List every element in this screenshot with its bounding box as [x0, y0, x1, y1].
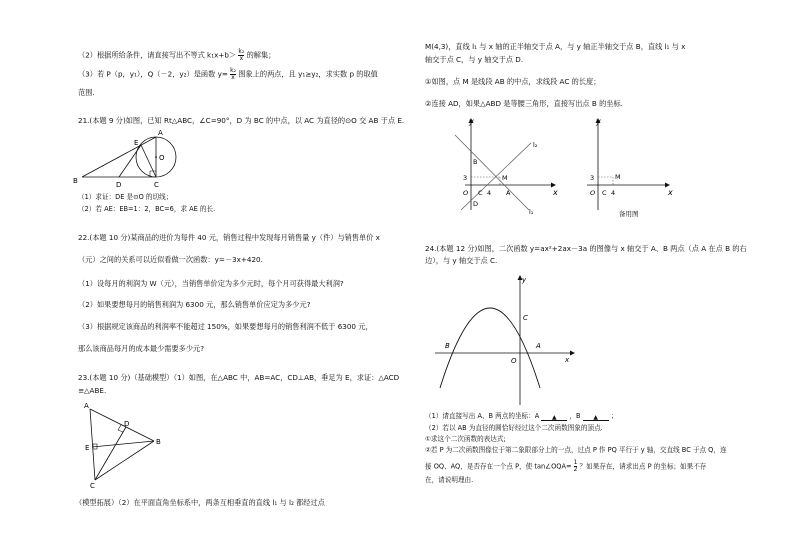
q22-part3: （3）根据规定该商品的利润率不能超过 150%，如果要想每月的销售利润不低于 6300 元，: [78, 322, 373, 331]
parabola-x-label: x: [565, 356, 570, 364]
q24-line2: 边），与 y 轴交于点 C.: [425, 256, 498, 265]
q21-part2: （2）若 AE：EB=1：2，BC=6，求 AE 的长.: [78, 205, 216, 213]
answer-blank-b[interactable]: ▲: [583, 413, 609, 421]
fig2-x-label: x: [668, 188, 673, 197]
fig2-tick-3: 3: [590, 174, 595, 182]
answer-blank-a[interactable]: ▲: [541, 413, 567, 421]
fig1-y-label: y: [469, 117, 474, 126]
q22-part3-line2: 那么该商品每月的成本最少需要多少元?: [78, 344, 205, 353]
label-e: E: [85, 444, 90, 452]
q22-line2: （元）之间的关系可以近似看做一次函数：y=－3x+420.: [78, 255, 263, 264]
q23-extension: （模型拓展）（2）在平面直角坐标系中，两条互相垂直的直线 l₁ 与 l₂ 都经过点: [75, 498, 325, 507]
q20-part3-line2: 范围.: [78, 88, 95, 97]
q23-figure: [82, 400, 172, 490]
segment-ab: [82, 137, 156, 177]
q22-heading: 22.(本题 10 分)某商品的进价为每件 40 元，销售过程中发现每月销售量 y（件）与销售单价 x: [78, 233, 380, 242]
fraction: $\frac{\text{k₂}}{x}$: [238, 48, 245, 62]
fig1-label-d: D: [473, 200, 479, 208]
segment-ac: [90, 409, 95, 480]
fig1-tick-4: 4: [487, 189, 492, 197]
line-l1: [455, 135, 529, 210]
q24-part2a: ①求这个二次函数的表达式;: [425, 435, 506, 443]
fig2-label-c: C: [602, 189, 607, 197]
q23-m-line2: 轴交于点 C，与 y 轴交于点 D.: [425, 55, 524, 64]
fig2-origin: O: [590, 189, 596, 197]
q22-part2: （2）如果要想每月的销售利润为 6300 元，那么销售单价应定为多少元?: [78, 300, 311, 309]
fig1-tick-3: 3: [463, 174, 468, 182]
q21-figure: [70, 128, 180, 190]
fig2-caption: 备用图: [619, 210, 639, 218]
fig2-y-label: y: [596, 117, 601, 126]
q21-part1: （1）求证：DE 是⊙O 的切线；: [78, 193, 173, 201]
segment-cd: [95, 427, 126, 480]
parabola-label-c: C: [523, 314, 528, 322]
segment-cb: [95, 441, 154, 480]
parabola-label-b: B: [445, 342, 450, 350]
q23-m-part2: ②连接 AD，如果△ABD 是等腰三角形，直接写出点 B 的坐标.: [425, 99, 623, 108]
q23-heading: 23.(本题 10 分)（基础模型）（1）如图，在△ABC 中，AB=AC，CD⊥AB，垂足为 E，求证：△ACD: [78, 373, 400, 382]
q20-part2: （2）根据所给条件，请直接写出不等式 k₁x+b＞ $\frac{\text{k₂}}{x}$ 的解集；: [78, 48, 276, 62]
fig1-label-l1: l₁: [529, 208, 534, 216]
fig1-label-b: B: [473, 158, 478, 166]
q23-m-line1: M(4,3)，直线 l₁ 与 x 轴的正半轴交于点 A，与 y 轴正半轴交于点 B，直线 l₁ 与 x: [425, 42, 686, 51]
label-b: B: [156, 438, 161, 446]
line-l2: [461, 143, 531, 210]
label-b: B: [73, 177, 78, 185]
fraction-half: $\frac{1}{2}$: [573, 459, 578, 473]
label-a: A: [84, 402, 89, 410]
segment-ab: [90, 409, 154, 441]
center-dot: [155, 156, 157, 158]
fig1-x-label: x: [553, 188, 558, 197]
label-a: A: [158, 129, 163, 137]
x-axis-arrow: [665, 183, 670, 188]
fig1-origin: O: [463, 189, 469, 197]
q24-parabola-figure: [435, 270, 585, 410]
right-angle-mark-d: [118, 425, 123, 432]
q20-part3: （3）若 P（p，y₁），Q（－2，y₂）是函数 y= $\frac{\text{k₂}}{x}$ 图象上的两点，且 y₁≥y₂，求实数 p 的取值: [78, 67, 378, 81]
label-e: E: [134, 139, 139, 147]
x-axis-arrow: [551, 183, 556, 188]
q24-part1: （1）请直接写出 A、B 两点的坐标：A ▲ ，B ▲ ；: [425, 412, 618, 421]
q21-heading: 21.(本题 9 分)如图，已知 Rt△ABC，∠C=90°，D 为 BC 的中点，以 AC 为直径的⊙O 交 AB 于点 E.: [78, 116, 405, 125]
q23-figure1: [443, 115, 558, 215]
q23-line2: ≌△ABE.: [78, 386, 107, 395]
q24-part2: （2）若以 AB 为直径的圆恰好经过这个二次函数图象的顶点.: [425, 424, 603, 432]
parabola-label-a: A: [536, 342, 541, 350]
q24-heading: 24.(本题 12 分)如图，二次函数 y=ax²+2ax－3a 的图像与 x 轴交于 A、B 两点（点 A 在点 B 的右: [425, 244, 747, 253]
q24-part2b-line2: 接 OQ、AQ，是否存在一个点 P，使 tan∠OQA= $\frac{1}{2}$ ？如果存在，请求出点 P 的坐标；如果不存: [425, 459, 707, 473]
label-o: O: [159, 154, 165, 162]
fig1-label-c: C: [478, 189, 483, 197]
parabola-origin: O: [511, 357, 517, 365]
fig2-label-m: M: [615, 173, 621, 181]
label-d: D: [124, 420, 130, 428]
q23-figure2: [565, 115, 680, 220]
label-c: C: [90, 482, 95, 490]
fig1-label-a: A: [506, 189, 511, 197]
q24-part2b: ②若 P 为二次函数图像位于第二象限部分上的一点，过点 P 作 PQ 平行于 y 轴，交直线 BC 于点 Q，连: [425, 446, 727, 454]
q23-m-part1: ①如图，点 M 是线段 AB 的中点，求线段 AC 的长度；: [425, 77, 601, 86]
label-d: D: [116, 181, 122, 189]
x-axis-arrow: [570, 351, 575, 356]
fig2-tick-4: 4: [611, 189, 616, 197]
label-c: C: [154, 181, 159, 189]
segment-de: [119, 145, 141, 177]
q24-part2b-line3: 在，请说明理由.: [425, 476, 474, 484]
q22-part1: （1）设每月的利润为 W（元），当销售单价定为多少元时，每个月可获得最大利润?: [78, 279, 344, 288]
parabola-y-label: y: [522, 276, 527, 284]
segment-be: [92, 441, 154, 447]
fig1-label-l2: l₂: [533, 141, 538, 149]
fraction: $\frac{\text{k₂}}{x}$: [230, 67, 237, 81]
fig1-label-m: M: [502, 174, 508, 182]
